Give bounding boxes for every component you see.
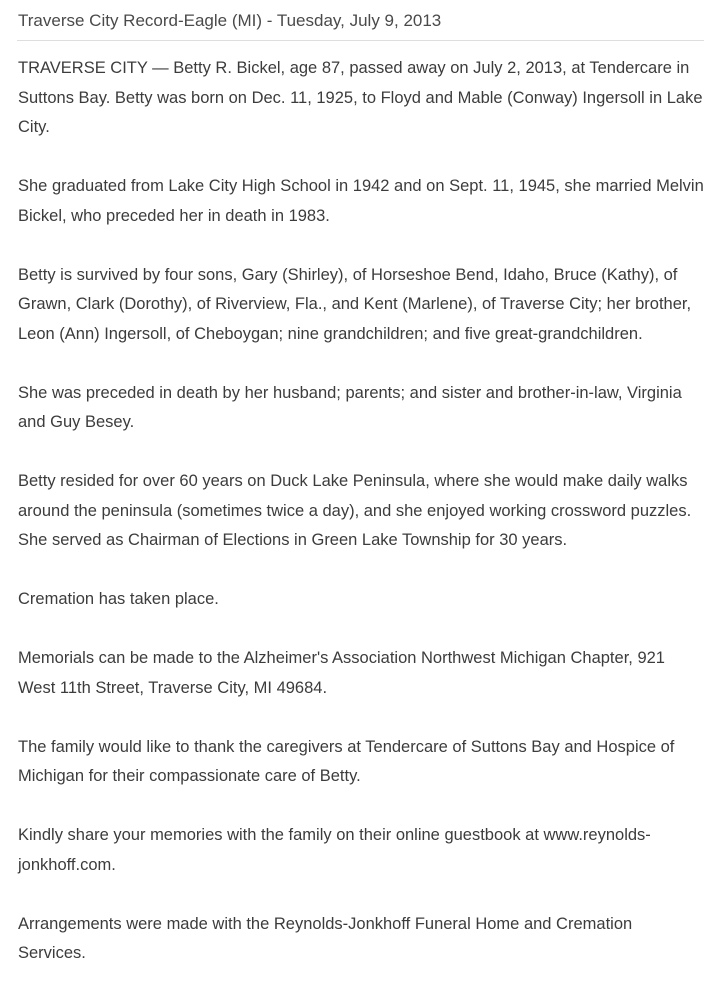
obituary-paragraph-intro: TRAVERSE CITY — Betty R. Bickel, age 87, passed away on July 2, 2013, at Tendercare in Suttons Bay. Betty was born on Dec. 11, 1925, to Floyd and Mable (Conway) Ingersoll in Lake City. — [18, 59, 703, 136]
obituary-paragraph-life: Betty resided for over 60 years on Duck Lake Peninsula, where she would make daily walks around the peninsula (sometimes twice a day), and she enjoyed working crossword puzzles. She served as Chairman of Elections in Green Lake Township for 30 years. — [18, 472, 692, 549]
obituary-body — [18, 54, 704, 998]
obituary-paragraph-cremation: Cremation has taken place. — [18, 590, 219, 608]
obituary-paragraph-thanks: The family would like to thank the caregivers at Tendercare of Suttons Bay and Hospice of Michigan for their compassionate care of Betty. — [18, 737, 675, 785]
obituary-paragraph-guestbook: Kindly share your memories with the family on their online guestbook at www.reynolds-jonkhoff.com. — [18, 826, 651, 874]
obituary-paragraph-preceded: She was preceded in death by her husband; parents; and sister and brother-in-law, Virginia and Guy Besey. — [18, 383, 682, 431]
header-divider — [17, 40, 704, 41]
publication-source-line: Traverse City Record-Eagle (MI) - Tuesday, July 9, 2013 — [18, 11, 442, 30]
obituary-paragraph-survivors: Betty is survived by four sons, Gary (Shirley), of Horseshoe Bend, Idaho, Bruce (Kathy), of Grawn, Clark (Dorothy), of Riverview, Fla., and Kent (Marlene), of Traverse City; her brother, Leon (Ann) Ingersoll, of Cheboygan; nine grandchildren; and five great-grandchildren. — [18, 265, 692, 343]
obituary-paragraph-marriage: She graduated from Lake City High School in 1942 and on Sept. 11, 1945, she married Melvin Bickel, who preceded her in death in 1983. — [18, 177, 704, 225]
obituary-paragraph-memorials: Memorials can be made to the Alzheimer's Association Northwest Michigan Chapter, 921 West 11th Street, Traverse City, MI 49684. — [18, 649, 665, 697]
obituary-paragraph-arrangements: Arrangements were made with the Reynolds-Jonkhoff Funeral Home and Cremation Services. — [18, 914, 633, 962]
